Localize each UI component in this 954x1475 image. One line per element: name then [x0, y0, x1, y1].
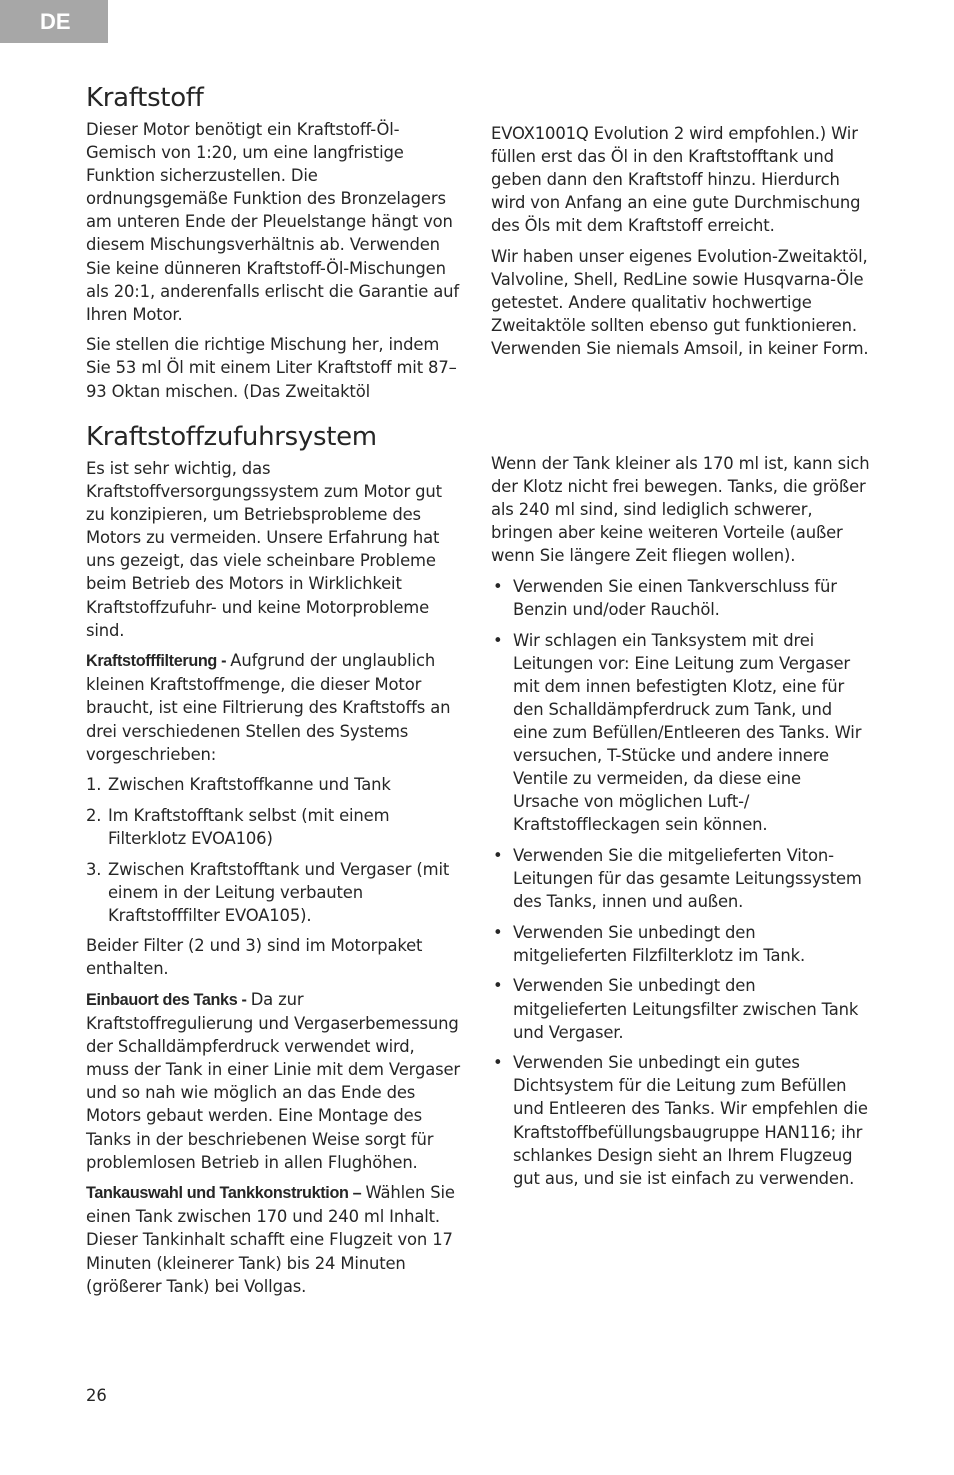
- filter-note: Beider Filter (2 und 3) sind im Motorpaket enthalten.: [86, 936, 423, 979]
- list-text: Zwischen Kraftstoffkanne und Tank: [108, 775, 391, 795]
- bullet-icon: •: [493, 1053, 503, 1073]
- filter-lead: Kraftstofffilterung -: [86, 652, 231, 671]
- list-item: [86, 858, 462, 927]
- list-text: Im Kraftstofftank selbst (mit einem Filterklotz EVOA106): [108, 805, 390, 848]
- list-item: [86, 773, 462, 796]
- list-item: [491, 844, 871, 913]
- list-number: 2.: [86, 805, 102, 825]
- filter-text: Aufgrund der unglaublich kleinen Kraftstoffmenge, die dieser Motor braucht, ist eine Filtrierung des Kraftstoffs an drei verschiedenen Stellen des Systems vorgeschrieben:: [86, 651, 451, 764]
- list-text: Zwischen Kraftstofftank und Vergaser (mit einem in der Leitung verbauten Kraftstofffilter EVOA105).: [108, 859, 450, 925]
- fuel-section-left: [86, 82, 464, 410]
- list-item: [491, 921, 871, 967]
- list-item: [86, 804, 462, 850]
- fuel-paragraph-3: EVOX1001Q Evolution 2 wird empfohlen.) Wir füllen erst das Öl in den Kraftstofftank und geben dann den Kraftstoff hinzu. Hierdurch wird von Anfang an eine gute Durchmischung des Öls mit dem Kraftstoff erreicht.: [491, 124, 861, 236]
- page-number: 26: [86, 1386, 107, 1405]
- list-number: 1.: [86, 775, 102, 795]
- filter-list: [86, 773, 462, 927]
- bullet-text: Verwenden Sie unbedingt den mitgelieferten Leitungsfilter zwischen Tank und Vergaser.: [513, 976, 859, 1042]
- filter-paragraph: [86, 649, 462, 765]
- tank-paragraph: [86, 1181, 462, 1297]
- list-item: [491, 1051, 871, 1190]
- supply-section-left: [86, 421, 462, 1305]
- bullet-icon: •: [493, 576, 503, 596]
- fuel-paragraph-1: Dieser Motor benötigt ein Kraftstoff-Öl-Gemisch von 1:20, um eine langfristige Funktion sicherzustellen. Die ordnungsgemäße Funktion des Bronzelagers am unteren Ende der Pleuelstange hängt von diesem Mischungsverhältnis ab. Verwenden Sie keine dünneren Kraftstoff-Öl-Mischungen als 20:1, anderenfalls erlischt die Garantie auf Ihren Motor.: [86, 120, 459, 324]
- location-paragraph: [86, 988, 462, 1174]
- bullet-icon: •: [493, 922, 503, 942]
- list-item: [491, 974, 871, 1043]
- section-title-supply: Kraftstoffzufuhrsystem: [86, 422, 377, 452]
- bullet-text: Verwenden Sie unbedingt den mitgelieferten Filzfilterklotz im Tank.: [513, 922, 806, 965]
- supply-intro: Es ist sehr wichtig, das Kraftstoffversorgungssystem zum Motor gut zu konzipieren, um Betriebsprobleme des Motors zu vermeiden. Unsere Erfahrung hat uns gezeigt, das viele scheinbare Probleme beim Betrieb des Motors in Wirklichkeit Kraftstoffzufuhr- und keine Motorprobleme sind.: [86, 459, 442, 640]
- fuel-paragraph-4: Wir haben unser eigenes Evolution-Zweitaktöl, Valvoline, Shell, RedLine sowie Husqvarna-Öle getestet. Andere qualitativ hochwertige Zweitaktöle sollten ebenso gut funktionieren. Verwenden Sie niemals Amsoil, in keiner Form.: [491, 246, 869, 359]
- bullet-text: Verwenden Sie die mitgelieferten Viton-Leitungen für das gesamte Leitungssystem des Tanks, innen und außen.: [513, 846, 862, 912]
- tank-text: Wählen Sie einen Tank zwischen 170 und 240 ml Inhalt. Dieser Tankinhalt schafft eine Flugzeit von 17 Minuten (kleinerer Tank) bis 24 Minuten (größerer Tank) bei Vollgas.: [86, 1183, 455, 1296]
- location-text: Da zur Kraftstoffregulierung und Vergaserbemessung der Schalldämpferdruck verwendet wird, muss der Tank in einer Linie mit dem Vergaser und so nah wie möglich an das Ende des Motors gebaut werden. Eine Montage des Tanks in der beschriebenen Weise sorgt für problemlosen Betrieb in allen Flughöhen.: [86, 989, 461, 1172]
- tank-bullet-list: [491, 575, 871, 1190]
- list-item: [491, 629, 871, 837]
- tank-size-paragraph: Wenn der Tank kleiner als 170 ml ist, kann sich der Klotz nicht frei bewegen. Tanks, die größer als 240 ml sind, sind lediglich schwerer, bringen aber keine weiteren Vorteile (außer wenn Sie längere Zeit fliegen wollen).: [491, 454, 870, 566]
- tank-lead: Tankauswahl und Tankkonstruktion –: [86, 1184, 366, 1203]
- bullet-icon: •: [493, 846, 503, 865]
- bullet-text: Verwenden Sie unbedingt ein gutes Dichtsystem für die Leitung zum Befüllen und Entleeren des Tanks. Wir empfehlen die Kraftstoffbefüllungsbaugruppe HAN116; ihr schlankes Design sieht an Ihrem Flugzeug gut aus, und sie ist einfach zu verwenden.: [513, 1053, 868, 1188]
- location-lead: Einbauort des Tanks -: [86, 990, 251, 1009]
- bullet-icon: •: [493, 630, 503, 650]
- bullet-text: Wir schlagen ein Tanksystem mit drei Leitungen vor: Eine Leitung zum Vergaser mit dem innen befestigten Klotz, eine für den Schalldämpferdruck zum Tank, und eine zum Befüllen/Entleeren des Tanks. Wir versuchen, T-Stücke und andere innere Ventile zu vermeiden, da diese eine Ursache von möglichen Luft-/ Kraftstoffleckagen sein können.: [513, 630, 862, 835]
- list-number: 3.: [86, 859, 102, 879]
- fuel-section-right: [491, 122, 871, 368]
- fuel-paragraph-2: Sie stellen die richtige Mischung her, indem Sie 53 ml Öl mit einem Liter Kraftstoff mit 87–93 Oktan mischen. (Das Zweitaktöl: [86, 335, 457, 401]
- list-item: [491, 575, 871, 621]
- language-tab: DE: [0, 0, 108, 43]
- section-title-fuel: Kraftstoff: [86, 83, 204, 113]
- supply-section-right: [491, 452, 871, 1197]
- bullet-text: Verwenden Sie einen Tankverschluss für Benzin und/oder Rauchöl.: [513, 576, 837, 620]
- bullet-icon: •: [493, 976, 503, 996]
